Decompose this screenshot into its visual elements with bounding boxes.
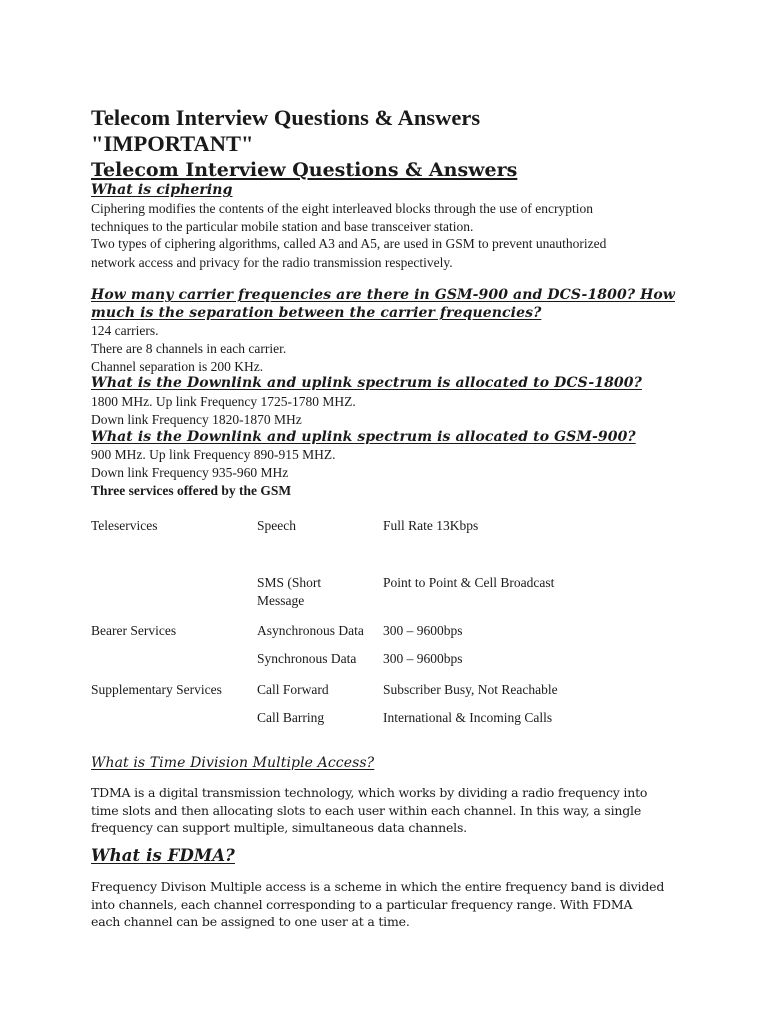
document-subtitle: Telecom Interview Questions & Answers: [91, 159, 518, 181]
table-cell-service: Synchronous Data: [257, 651, 357, 666]
tdma-text-line: time slots and then allocating slots to each user within each channel. In this way, a single: [91, 803, 642, 818]
table-cell-service: Message: [257, 593, 305, 608]
services-title: Three services offered by the GSM: [91, 483, 292, 498]
table-cell-service: Asynchronous Data: [257, 623, 364, 638]
table-cell-detail: 300 – 9600bps: [383, 651, 463, 666]
gsm900-heading: What is the Downlink and uplink spectrum is allocated to GSM-900?: [91, 429, 636, 445]
fdma-heading: What is FDMA?: [91, 846, 235, 865]
gsm900-answer-line: Down link Frequency 935-960 MHz: [91, 465, 289, 480]
ciphering-text-line: techniques to the particular mobile station and base transceiver station.: [91, 219, 474, 234]
table-cell-service: Call Forward: [257, 682, 329, 697]
table-cell-detail: Subscriber Busy, Not Reachable: [383, 682, 558, 697]
document-title-line-1: Telecom Interview Questions & Answers: [91, 105, 481, 130]
carrier-answer-line: There are 8 channels in each carrier.: [91, 341, 287, 356]
table-cell-detail: Point to Point & Cell Broadcast: [383, 575, 555, 590]
table-cell-service-type: Supplementary Services: [91, 682, 222, 697]
table-cell-service: Speech: [257, 518, 296, 533]
gsm900-answer-line: 900 MHz. Up link Frequency 890-915 MHZ.: [91, 447, 336, 462]
dcs1800-answer-line: 1800 MHz. Up link Frequency 1725-1780 MHZ.: [91, 394, 356, 409]
table-cell-detail: International & Incoming Calls: [383, 710, 553, 725]
carrier-answer-line: 124 carriers.: [91, 323, 159, 338]
table-cell-detail: Full Rate 13Kbps: [383, 518, 479, 533]
ciphering-text-line: network access and privacy for the radio transmission respectively.: [91, 255, 453, 270]
ciphering-text-line: Ciphering modifies the contents of the eight interleaved blocks through the use of encryption: [91, 201, 593, 216]
carrier-frequencies-heading-line: much is the separation between the carrier frequencies?: [91, 305, 542, 321]
table-cell-service-type: Bearer Services: [91, 623, 177, 638]
carrier-answer-line: Channel separation is 200 KHz.: [91, 359, 264, 374]
fdma-text-line: each channel can be assigned to one user at a time.: [91, 914, 410, 929]
carrier-frequencies-heading-line: How many carrier frequencies are there in GSM-900 and DCS-1800? How: [91, 287, 676, 303]
document-title-line-2: "IMPORTANT": [91, 131, 254, 156]
dcs1800-heading: What is the Downlink and uplink spectrum is allocated to DCS-1800?: [91, 375, 642, 391]
table-cell-service: SMS (Short: [257, 575, 322, 590]
dcs1800-answer-line: Down link Frequency 1820-1870 MHz: [91, 412, 302, 427]
table-cell-service-type: Teleservices: [91, 518, 158, 533]
fdma-text-line: Frequency Divison Multiple access is a scheme in which the entire frequency band is divided: [91, 879, 665, 894]
table-cell-service: Call Barring: [257, 710, 325, 725]
tdma-text-line: frequency can support multiple, simultaneous data channels.: [91, 820, 467, 835]
ciphering-text-line: Two types of ciphering algorithms, called A3 and A5, are used in GSM to prevent unauthorized: [91, 236, 607, 251]
tdma-text-line: TDMA is a digital transmission technology, which works by dividing a radio frequency into: [91, 785, 648, 800]
table-cell-detail: 300 – 9600bps: [383, 623, 463, 638]
ciphering-heading: What is ciphering: [91, 182, 233, 198]
fdma-text-line: into channels, each channel corresponding to a particular frequency range. With FDMA: [91, 897, 633, 912]
tdma-heading: What is Time Division Multiple Access?: [91, 755, 375, 771]
